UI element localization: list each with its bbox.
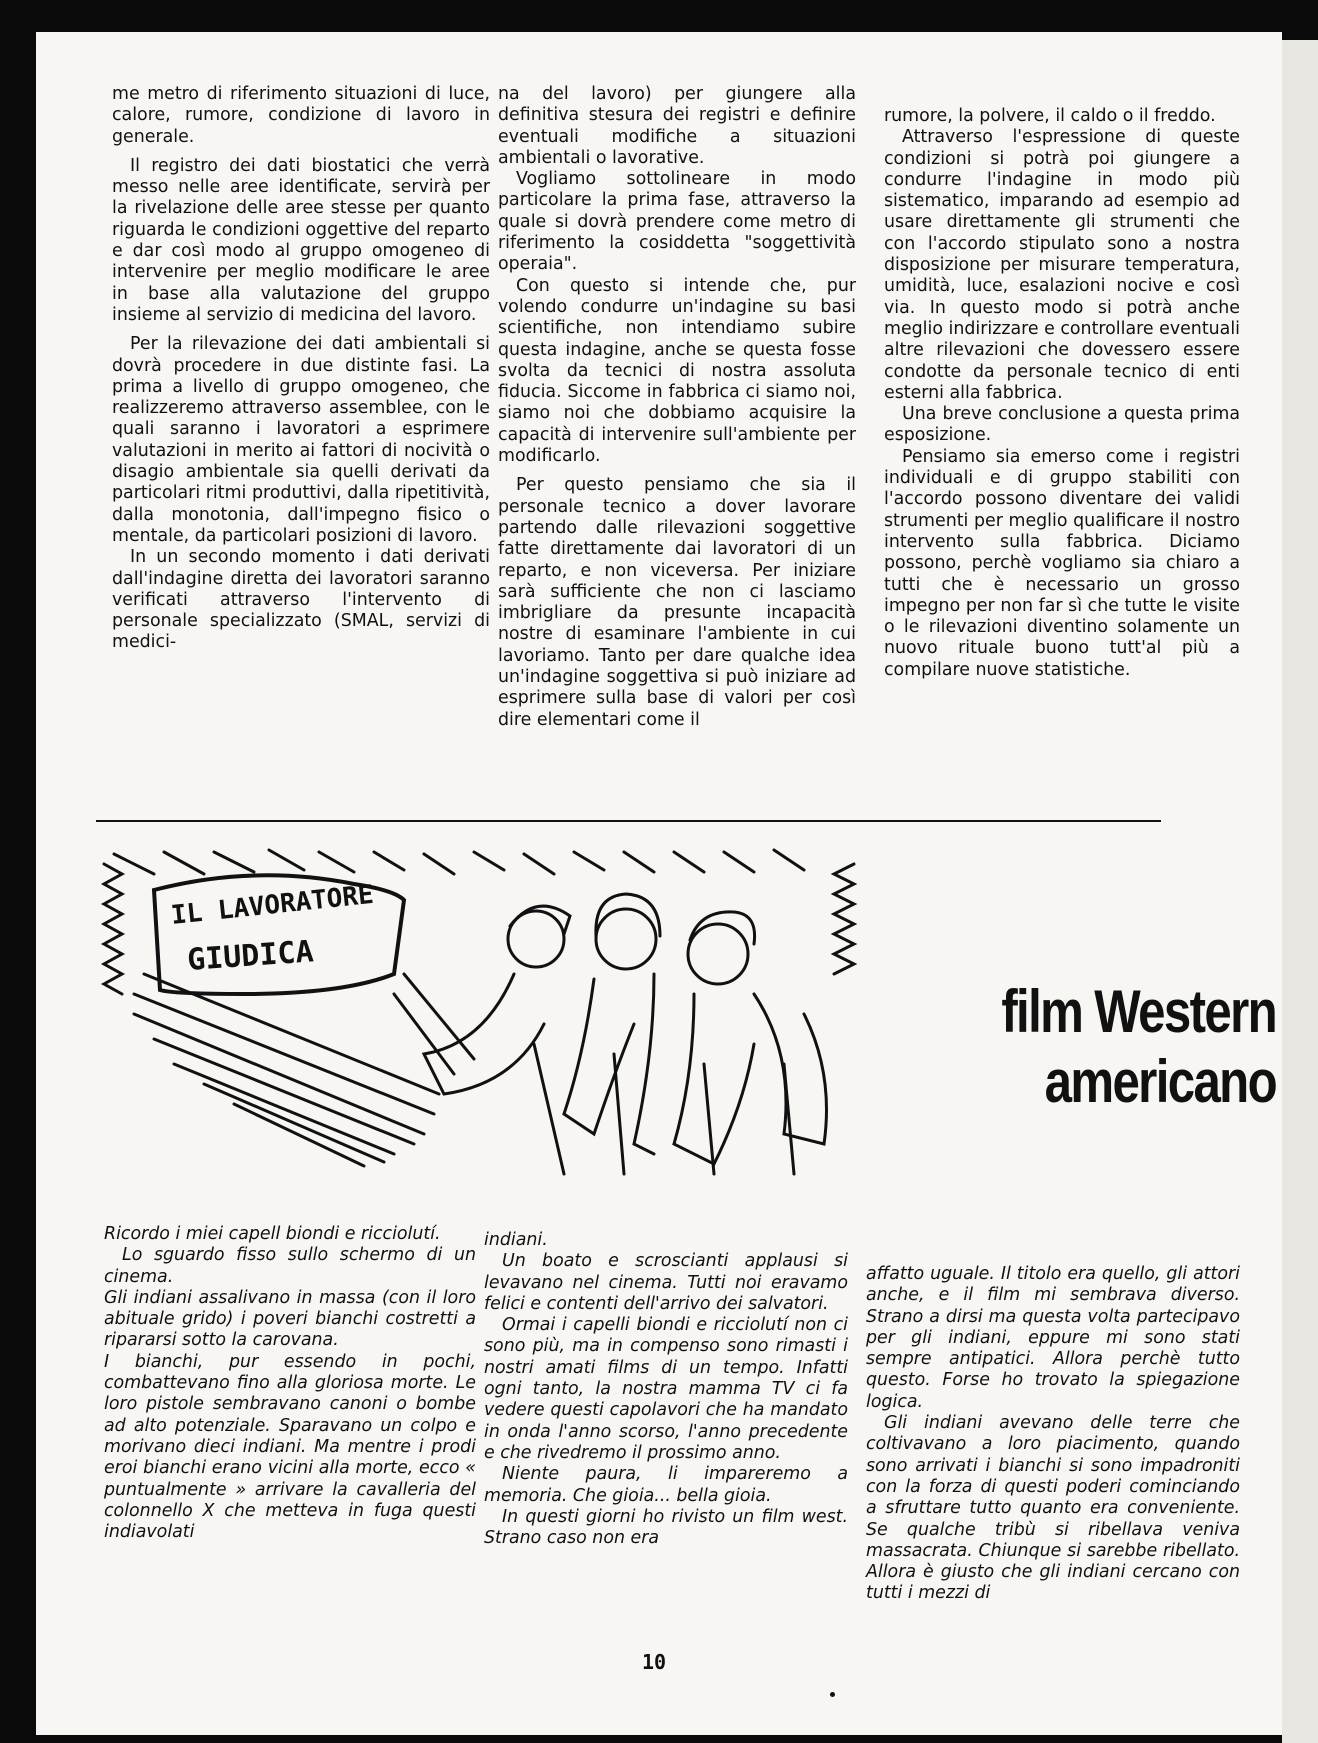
magazine-page [36,32,1282,1735]
paragraph: Per la rilevazione dei dati ambientali si dovrà procedere in due distinte fasi. La prima a livello di gruppo omogeneo, che realizzeremo attraverso assemblee, con le quali saranno i lavoratori a esprimere valutazioni in merito ai fattori di nocività o disagio ambientale sia quelli derivati da particolari ritmi produttivi, dalla ripetitività, dalla monotonia, dall'impegno fisico o mentale, da particolari posizioni di lavoro. [112,334,490,546]
paragraph: indiani. [484,1230,548,1250]
paragraph: Attraverso l'espressione di queste condizioni si potrà poi giungere a condurre l'indagine in modo più sistematico, imparando ad esempio ad usare direttamente gli strumenti che con l'accordo stipulato sono a nostra disposizione per misurare temperatura, umidità, luce, esalazioni nocive e così via. In questo modo si potrà anche meglio indirizzare e controllare eventuali altre rilevazioni che dovessero essere condotte da personale tecnico di enti esterni alla fabbrica. [884,127,1240,403]
cartoon-illustration [94,844,874,1179]
paragraph: Un boato e scroscianti applausi si levavano nel cinema. Tutti noi eravamo felici e contenti dell'arrivo dei salvatori. [484,1251,848,1314]
paragraph: Per questo pensiamo che sia il personale tecnico a dover lavorare partendo dalle rilevazioni soggettive fatte direttamente dai lavoratori di un reparto, e non viceversa. Per iniziare sarà sufficiente che non ci lasciamo imbrigliare da presunte incapacità nostre di esaminare l'ambiente in cui lavoriamo. Tanto per dare qualche idea un'indagine soggettiva si può iniziare ad esprimere sulla base di valori per così dire elementari come il [498,475,856,730]
article1-column-2 [498,84,856,731]
headline-line-1: film Western [1001,978,1276,1045]
print-mark [830,1692,835,1697]
cartoon-caption-line-1: IL LAVORATORE [169,879,376,931]
paragraph: Ormai i capelli biondi e ricciolutí non ci sono più, ma in compenso sono rimasti i nostri amati films di un tempo. Infatti ogni tanto, la nostra mamma TV ci fa vedere questi capolavori che ha mandato in onda l'anno scorso, l'anno precedente e che rivedremo il prossimo anno. [484,1315,848,1463]
paragraph: Il registro dei dati biostatici che verrà messo nelle aree identificate, servirà per la rivelazione delle aree stesse per quanto riguarda le condizioni oggettive del reparto e dar così modo al gruppo omogeneo di intervenire per meglio modificare le aree in base alla valutazione del gruppo insieme al servizio di medicina del lavoro. [112,155,490,325]
paragraph: In questi giorni ho rivisto un film west. Strano caso non era [484,1506,848,1549]
paragraph: Gli indiani assalivano in massa (con il loro abituale grido) i poveri bianchi costretti a ripararsi sotto la carovana. [104,1287,476,1351]
paragraph: me metro di riferimento situazioni di luce, calore, rumore, condizione di lavoro in generale. [112,84,490,147]
article2-column-2 [484,1230,848,1549]
paragraph: Una breve conclusione a questa prima esposizione. [884,404,1240,446]
article2-headline [964,977,1276,1117]
article2-column-3 [866,1264,1240,1605]
paragraph: Ricordo i miei capell biondi e ricciolutí. [104,1224,441,1244]
paragraph: Niente paura, li impareremo a memoria. Che gioia... bella gioia. [484,1464,848,1506]
article1-column-1 [112,84,490,654]
cartoon-caption-line-2: GIUDICA [186,934,315,978]
paragraph: affatto uguale. Il titolo era quello, gli attori anche, e il film mi sembrava diverso. Strano a dirsi ma questa volta partecipavo per gli indiani, eppure mi sono stati sempre antipatici. Allora perchè tutto questo. Forse ho trovato la spiegazione logica. [866,1264,1240,1412]
headline-line-2: americano [1044,1048,1276,1115]
article1-column-3 [884,106,1240,681]
paragraph: Lo sguardo fisso sullo schermo di un cinema. [104,1245,476,1287]
paragraph: Vogliamo sottolineare in modo particolare la prima fase, attraverso la quale si dovrà prendere come metro di riferimento la cosiddetta "soggettività operaia". [498,169,856,275]
page-number: 10 [642,1650,667,1674]
paragraph: rumore, la polvere, il caldo o il freddo. [884,106,1216,126]
paragraph: I bianchi, pur essendo in pochi, combattevano fino alla gloriosa morte. Le loro pistole sembravano canoni o bombe ad alto potenziale. Sparavano un colpo e morivano dieci indiani. Ma mentre i prodi eroi bianchi erano vicini alla morte, ecco « puntualmente » arrivare la cavalleria del colonnello X che metteva in fuga questi indiavolati [104,1351,476,1543]
next-page-edge [1282,40,1318,1743]
paragraph: na del lavoro) per giungere alla definitiva stesura dei registri e definire eventuali modifiche a situazioni ambientali o lavorative. [498,84,856,168]
article2-column-1 [104,1224,476,1543]
paragraph: Pensiamo sia emerso come i registri individuali e di gruppo stabiliti con l'accordo possono diventare dei validi strumenti per meglio qualificare il nostro intervento sulla fabbrica. Diciamo possono, perchè vogliamo sia chiaro a tutti che è necessario un grosso impegno per non far sì che tutte le visite o le rilevazioni diventino solamente un nuovo rituale buono tutt'al più a compilare nuove statistiche. [884,446,1240,680]
section-divider [96,820,1161,822]
paragraph: Con questo si intende che, pur volendo condurre un'indagine su basi scientifiche, non intendiamo subire questa indagine, anche se questa fosse svolta da tecnici di nostra assoluta fiducia. Siccome in fabbrica ci siamo noi, siamo noi che dobbiamo acquisire la capacità di intervenire sull'ambiente per modificarlo. [498,275,856,467]
paragraph: Gli indiani avevano delle terre che coltivavano a loro piacimento, quando sono arrivati i bianchi si sono impadroniti con la forza di questi poderi cominciando a sfruttare tutto quanto era conveniente. Se qualche tribù si ribellava veniva massacrata. Chiunque si sarebbe ribellato. Allora è giusto che gli indiani cercano con tutti i mezzi di [866,1413,1240,1604]
paragraph: In un secondo momento i dati derivati dall'indagine diretta dei lavoratori saranno verificati attraverso l'intervento di personale specializzato (SMAL, servizi di medici- [112,547,490,653]
